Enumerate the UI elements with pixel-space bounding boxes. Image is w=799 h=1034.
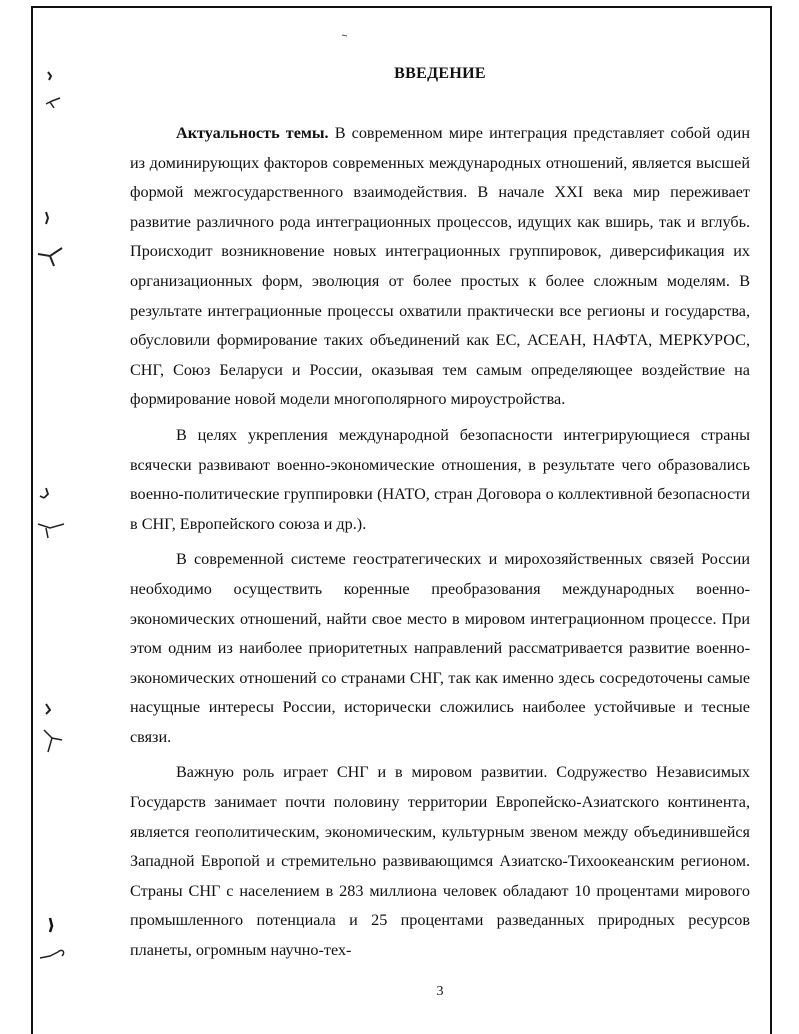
scan-border-left — [31, 6, 33, 1034]
paragraph: В целях укрепления международной безопасности интегрирующиеся страны всячески развивают военно-экономические отношения, в результате чего образовались военно-политические группировки (НАТО, стран Договора о коллективной безопасности в СНГ, Европейского союза и др.). — [130, 425, 750, 533]
scan-mark — [36, 208, 76, 268]
body-text — [130, 119, 750, 966]
scan-border-top — [31, 6, 772, 8]
scan-mark — [38, 700, 78, 760]
paragraph — [130, 119, 750, 415]
scan-mark — [34, 484, 74, 544]
scan-mark — [40, 68, 70, 128]
paragraph: Важную роль играет СНГ и в мировом развитии. Содружество Независимых Государств занимает почти половину территории Европейско-Азиатского континента, является геополитическим, экономическим, культурным звеном между объединившейся Западной Европой и стремительно развивающимся Азиатско-Тихоокеанским регионом. Страны СНГ с населением в 283 миллиона человек обладают 10 процентами мирового промышленного потенциала и 25 процентами разведанных природных ресурсов планеты, огромным научно-тех- — [130, 763, 750, 960]
paragraph: В современной системе геостратегических и мирохозяйственных связей России необходимо осуществить коренные преобразования международных военно-экономических отношений, найти свое место в мировом интеграционном процессе. При этом одним из наиболее приоритетных направлений рассматривается развитие военно-экономических отношений со странами СНГ, так как именно здесь сосредоточены самые насущные интересы России, исторически сложились наиболее устойчивые и тесные связи. — [130, 550, 750, 746]
page-title: ВВЕДЕНИЕ — [394, 65, 486, 82]
paragraph-lead-term: Актуальность темы. — [176, 124, 329, 142]
paragraph-text: В современном мире интеграция представляет собой один из доминирующих факторов современных международных отношений, является высшей формой межгосударственного взаимодействия. В начале XXI века мир переживает развитие различного рода интеграционных процессов, идущих как вширь, так и вглубь. Происходит возникновение новых интеграционных группировок, диверсификация их организационных форм, эволюция от более простых к более сложным моделям. В результате интеграционные процессы охватили практически все регионы и государства, обусловили формирование таких объединений как ЕС, АСЕАН, НАФТА, МЕРКУРОС, СНГ, Союз Беларуси и России, оказывая тем самым определяющее воздействие на формирование новой модели многополярного мироустройства. — [130, 124, 750, 409]
scan-mark — [340, 30, 350, 40]
page-number: 3 — [436, 984, 444, 999]
scan-mark — [38, 916, 78, 966]
scan-border-right — [770, 6, 772, 1034]
